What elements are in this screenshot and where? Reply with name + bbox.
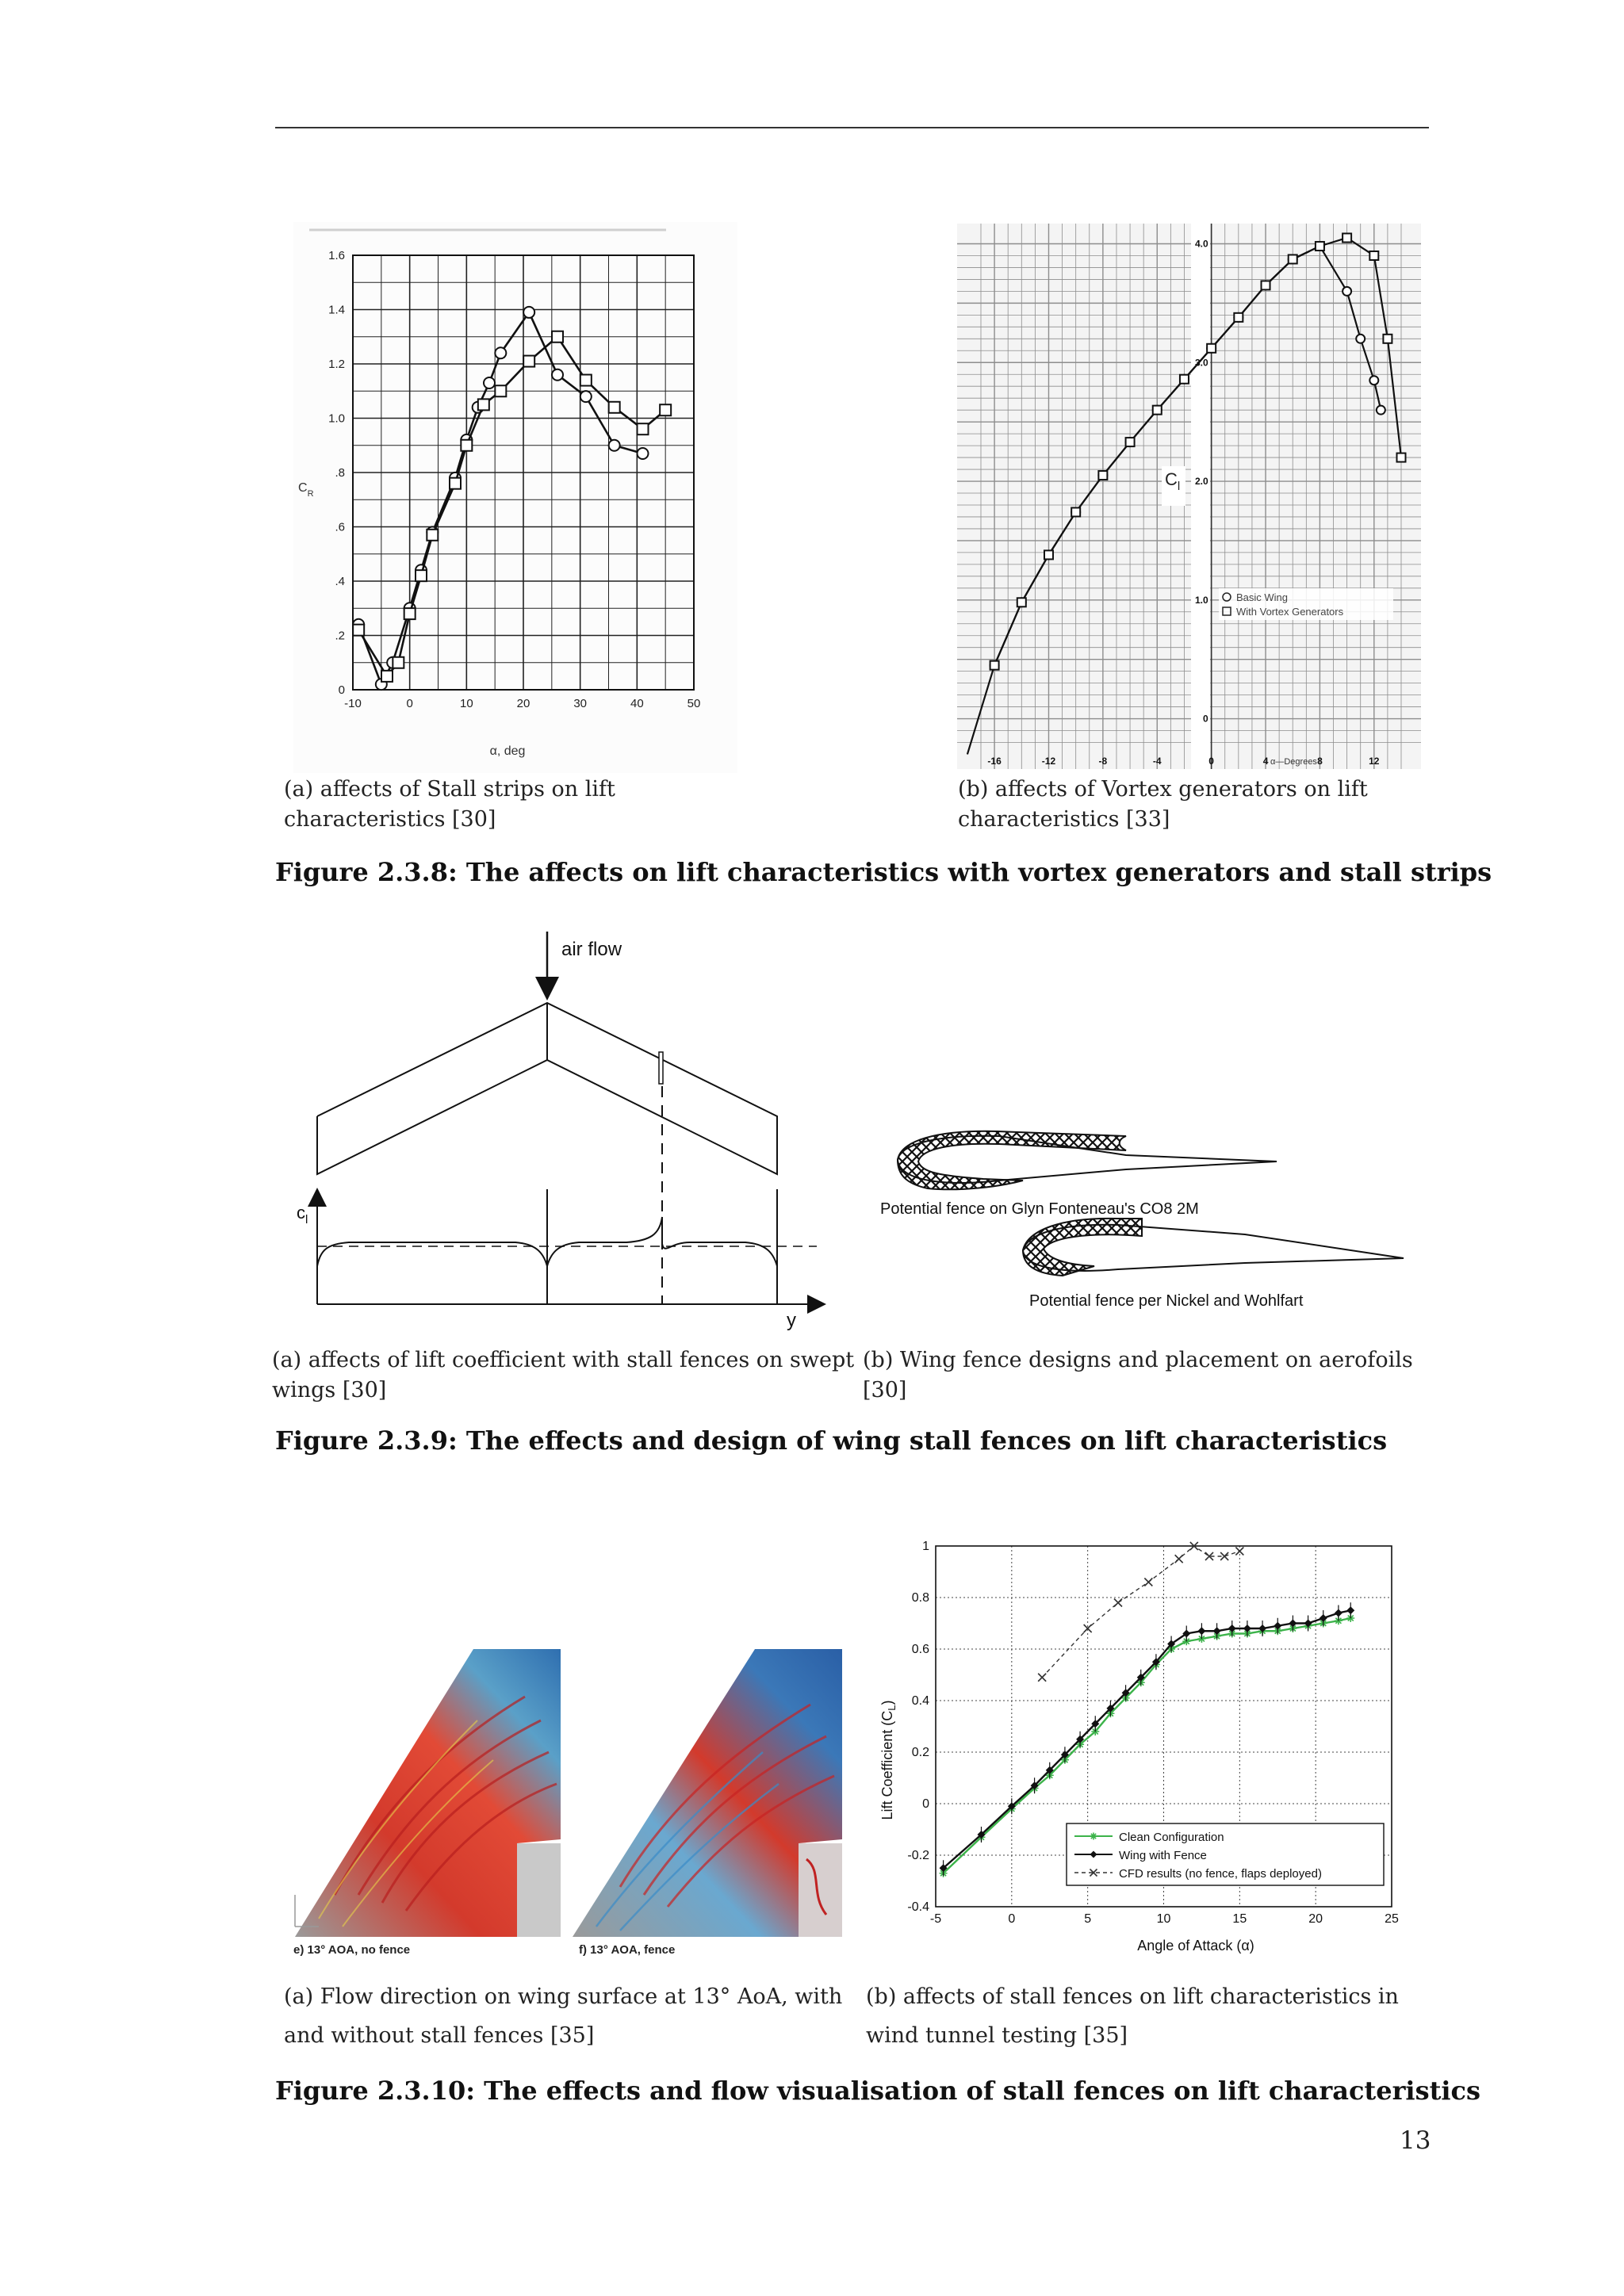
data-point-circles (638, 448, 649, 459)
x-tick-label: -8 (1098, 756, 1108, 767)
figure-2-3-8-caption: Figure 2.3.8: The affects on lift characteristics with vortex generators and stall strips (275, 857, 1492, 887)
stall-fence (659, 1052, 663, 1084)
stall-strips-xlabel: α, deg (489, 744, 526, 758)
data-point-With Vortex Generators (990, 661, 999, 670)
data-point-Wing with Fence (1197, 1627, 1205, 1635)
wind-tunnel-legend (1067, 1823, 1384, 1885)
y-tick-label: .6 (335, 520, 345, 534)
data-point-CFD results (no fence, flaps deployed) (1144, 1578, 1152, 1586)
data-point-squares (461, 440, 472, 451)
panel-f-label: f) 13° AOA, fence (579, 1943, 676, 1957)
x-tick-label: -12 (1041, 756, 1056, 767)
data-point-With Vortex Generators (1342, 234, 1351, 243)
vortex-generators-chart (957, 224, 1421, 769)
x-tick-label: 0 (1208, 756, 1214, 767)
wind-tunnel-chart (876, 1534, 1415, 1962)
x-tick-label: 10 (1156, 1912, 1171, 1926)
vortex-generators-legend (1219, 588, 1393, 620)
data-point-With Vortex Generators (1289, 254, 1297, 263)
data-point-squares (552, 331, 563, 342)
legend-entry: Clean Configuration (1119, 1831, 1224, 1844)
y-tick-label: 3.0 (1194, 357, 1208, 369)
data-point-With Vortex Generators (1180, 375, 1189, 384)
figure-2-3-9-subcaption-b: (b) Wing fence designs and placement on aerofoils [30] (863, 1348, 1413, 1402)
vortex-generators-ylabel: $C_l$ (1165, 469, 1181, 493)
vortex-generators-figure (957, 224, 1421, 769)
data-point-CFD results (no fence, flaps deployed) (1175, 1555, 1183, 1563)
legend-entry: Wing with Fence (1119, 1849, 1207, 1862)
y-tick-label: 0.2 (911, 1746, 929, 1759)
y-tick-label: 0.4 (911, 1694, 929, 1708)
data-point-squares (523, 356, 534, 367)
data-point-Wing with Fence (1346, 1606, 1354, 1614)
flow-visualisation-svg (287, 1633, 842, 1966)
y-tick-label: .8 (335, 466, 345, 480)
data-point-squares (478, 399, 489, 410)
aerofoil-fence-diagram (864, 1114, 1419, 1324)
x-tick-label: 15 (1232, 1912, 1247, 1926)
data-point-With Vortex Generators (1044, 550, 1053, 559)
data-point-With Vortex Generators (1316, 242, 1324, 251)
page-number: 13 (1400, 2126, 1431, 2155)
data-point-circles (495, 347, 506, 358)
stall-strips-ylabel: $C_R$ (298, 481, 314, 499)
x-tick-label: -10 (344, 697, 362, 710)
data-point-squares (353, 625, 364, 636)
panel-no-fence (293, 1649, 561, 1957)
data-point-With Vortex Generators (1098, 471, 1107, 480)
data-point-With Vortex Generators (1207, 344, 1216, 353)
data-point-Basic Wing (1342, 287, 1351, 296)
figure-2-3-10-subcaption-b: (b) affects of stall fences on lift characteristics in wind tunnel testing [35] (866, 1984, 1399, 2048)
data-point-CFD results (no fence, flaps deployed) (1114, 1599, 1122, 1607)
y-tick-label: -0.2 (907, 1849, 929, 1862)
data-point-squares (580, 375, 592, 386)
data-point-circles (609, 440, 620, 451)
data-point-squares (495, 385, 506, 396)
figure-2-3-10-subcaption-a: (a) Flow direction on wing surface at 13° AoA, with and without stall fences [35] (284, 1984, 843, 2048)
data-point-With Vortex Generators (1397, 453, 1406, 462)
figure-2-3-9-caption: Figure 2.3.9: The effects and design of wing stall fences on lift characteristics (275, 1425, 1388, 1456)
scan-gap (1191, 224, 1210, 769)
x-tick-label: 5 (1084, 1912, 1092, 1926)
data-point-With Vortex Generators (1234, 313, 1243, 322)
vortex-generators-xlabel: α—Degrees (1270, 757, 1317, 767)
data-point-squares (393, 657, 404, 668)
aerofoil-fence-svg (864, 1114, 1419, 1324)
figure-2-3-10-caption: Figure 2.3.10: The effects and flow visualisation of stall fences on lift characteristics (275, 2076, 1481, 2106)
panel-fence (573, 1649, 842, 1957)
x-tick-label: 20 (1308, 1912, 1323, 1926)
data-point-squares (427, 530, 438, 541)
data-point-With Vortex Generators (1369, 251, 1378, 260)
swept-wing-svg (297, 924, 841, 1336)
data-point-circles (552, 369, 563, 381)
data-point-CFD results (no fence, flaps deployed) (1220, 1552, 1228, 1560)
x-tick-label: 25 (1385, 1912, 1399, 1926)
stall-strips-figure (293, 222, 737, 773)
data-point-With Vortex Generators (1153, 406, 1162, 415)
x-tick-label: 30 (573, 697, 588, 710)
y-tick-label: 0.8 (911, 1591, 929, 1605)
y-tick-label: 1 (922, 1540, 929, 1553)
y-tick-label: 1.6 (328, 249, 345, 262)
data-point-CFD results (no fence, flaps deployed) (1038, 1674, 1046, 1682)
data-point-squares (416, 570, 427, 581)
figure-2-3-9-subcaption-a: (a) affects of lift coefficient with stall fences on swept wings [30] (272, 1348, 855, 1402)
data-point-Wing with Fence (1335, 1609, 1342, 1617)
aerofoil-label-2: Potential fence per Nickel and Wohlfart (1029, 1292, 1304, 1310)
y-label: y (787, 1310, 796, 1331)
legend-vortex-generators: With Vortex Generators (1236, 606, 1344, 618)
data-point-squares (660, 404, 671, 415)
x-tick-label: -5 (929, 1912, 942, 1926)
data-point-circles (523, 307, 534, 318)
data-point-With Vortex Generators (1017, 598, 1026, 607)
y-tick-label: .2 (335, 629, 345, 643)
x-tick-label: 8 (1317, 756, 1323, 767)
data-point-Basic Wing (1369, 376, 1378, 385)
legend-basic-wing: Basic Wing (1236, 591, 1289, 603)
data-point-circles (484, 377, 495, 388)
y-tick-label: 1.0 (328, 411, 345, 426)
data-point-With Vortex Generators (1383, 335, 1392, 343)
data-point-With Vortex Generators (1126, 438, 1135, 446)
data-point-squares (450, 478, 461, 489)
data-point-squares (404, 608, 416, 619)
y-tick-label: 0.6 (911, 1643, 929, 1656)
legend-marker (1090, 1833, 1097, 1840)
y-tick-label: 4.0 (1194, 238, 1208, 250)
flow-visualisation-figure (287, 1633, 842, 1966)
y-tick-label: 1.2 (328, 358, 345, 371)
header-rule (275, 127, 1429, 128)
x-tick-label: 0 (406, 697, 413, 710)
y-tick-label: -0.4 (907, 1900, 929, 1914)
data-point-squares (609, 402, 620, 413)
legend-entry: CFD results (no fence, flaps deployed) (1119, 1867, 1322, 1881)
wind-tunnel-figure (876, 1534, 1415, 1962)
data-point-squares (381, 671, 393, 682)
x-tick-label: 40 (630, 697, 644, 710)
x-tick-label: -4 (1152, 756, 1162, 767)
panel-e-label: e) 13° AOA, no fence (293, 1943, 411, 1957)
y-tick-label: 2.0 (1194, 476, 1208, 488)
stall-strips-chart (293, 222, 737, 773)
y-tick-label: 0 (922, 1797, 929, 1811)
aerofoil-label-1: Potential fence on Glyn Fonteneau's CO8 2M (880, 1200, 1199, 1218)
series-line-CFD results (no fence, flaps deployed) (1042, 1546, 1239, 1678)
x-tick-label: 20 (516, 697, 530, 710)
data-point-squares (638, 423, 649, 434)
data-point-Basic Wing (1377, 406, 1385, 415)
data-point-With Vortex Generators (1262, 281, 1270, 289)
x-tick-label: 0 (1008, 1912, 1016, 1926)
y-tick-label: 1.4 (328, 303, 345, 317)
x-tick-label: 50 (687, 697, 701, 710)
x-tick-label: 10 (459, 697, 473, 710)
x-tick-label: 4 (1262, 756, 1269, 767)
y-tick-label: 1.0 (1194, 594, 1208, 606)
wind-tunnel-xlabel: Angle of Attack (α) (1137, 1938, 1254, 1954)
y-tick-label: .4 (335, 575, 345, 588)
figure-2-3-8-subcaption-b: (b) affects of Vortex generators on lift characteristics [33] (958, 777, 1368, 832)
x-tick-label: -16 (987, 756, 1002, 767)
y-tick-label: 0 (338, 683, 345, 697)
cl-label: $c_l$ (297, 1203, 308, 1226)
data-point-circles (580, 391, 592, 402)
y-tick-label: 0 (1202, 713, 1208, 725)
figure-2-3-8-subcaption-a: (a) affects of Stall strips on lift characteristics [30] (284, 777, 615, 832)
data-point-With Vortex Generators (1071, 507, 1080, 516)
data-point-Basic Wing (1356, 335, 1365, 343)
airflow-label: air flow (561, 939, 622, 960)
x-tick-label: 12 (1369, 756, 1380, 767)
swept-wing-diagram (297, 924, 841, 1336)
wind-tunnel-ylabel: Lift Coefficient $(C_L)$ (879, 1700, 898, 1820)
